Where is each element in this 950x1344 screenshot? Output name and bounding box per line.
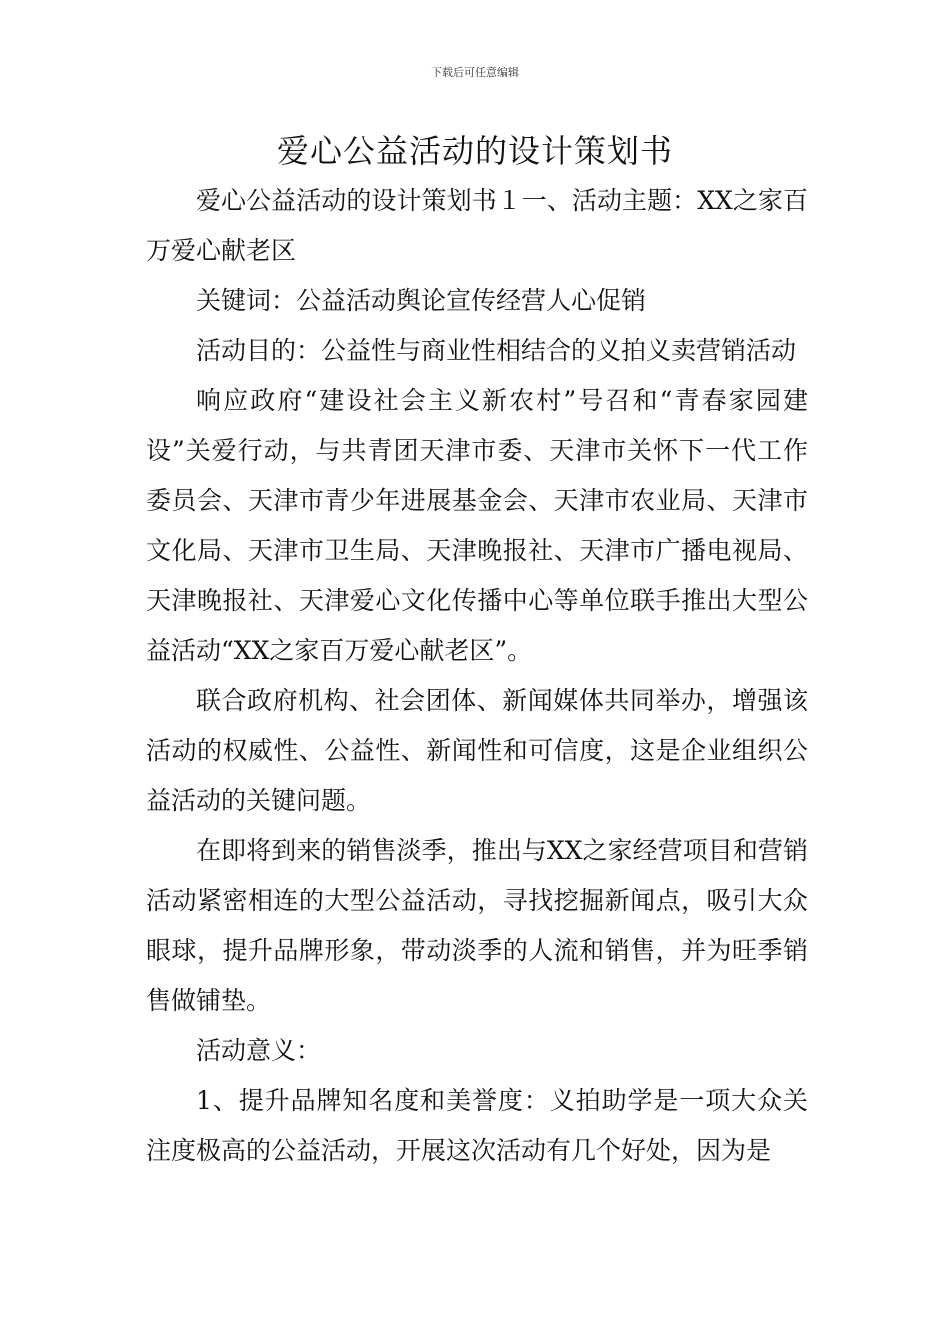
paragraph-joint: 联合政府机构、社会团体、新闻媒体共同举办，增强该活动的权威性、公益性、新闻性和可信度，这是企业组织公益活动的关键问题。 (146, 686, 808, 815)
document-body (146, 176, 808, 1176)
paragraph-purpose: 活动目的：公益性与商业性相结合的义拍义卖营销活动 (196, 336, 797, 365)
paragraph-significance-1: 1、提升品牌知名度和美誉度：义拍助学是一项大众关注度极高的公益活动，开展这次活动有几个好处，因为是 (146, 1086, 808, 1165)
paragraph-season: 在即将到来的销售淡季，推出与XX之家经营项目和营销活动紧密相连的大型公益活动，寻找挖掘新闻点，吸引大众眼球，提升品牌形象，带动淡季的人流和销售，并为旺季销售做铺垫。 (146, 836, 808, 1015)
document-title: 爱心公益活动的设计策划书 (276, 132, 673, 170)
paragraph-keywords: 关键词：公益活动舆论宣传经营人心促销 (196, 286, 647, 315)
paragraph-significance-heading: 活动意义： (196, 1036, 322, 1065)
paragraph-theme: 爱心公益活动的设计策划书１一、活动主题：XX之家百万爱心献老区 (146, 186, 808, 265)
header-note: 下载后可任意编辑 (431, 66, 519, 79)
paragraph-response: 响应政府“建设社会主义新农村”号召和“青春家园建设”关爱行动，与共青团天津市委、天津市关怀下一代工作委员会、天津市青少年进展基金会、天津市农业局、天津市文化局、天津市卫生局、天津晚报社、天津市广播电视局、天津晚报社、天津爱心文化传播中心等单位联手推出大型公益活动“XX之家百万爱心献老区”。 (146, 386, 808, 665)
